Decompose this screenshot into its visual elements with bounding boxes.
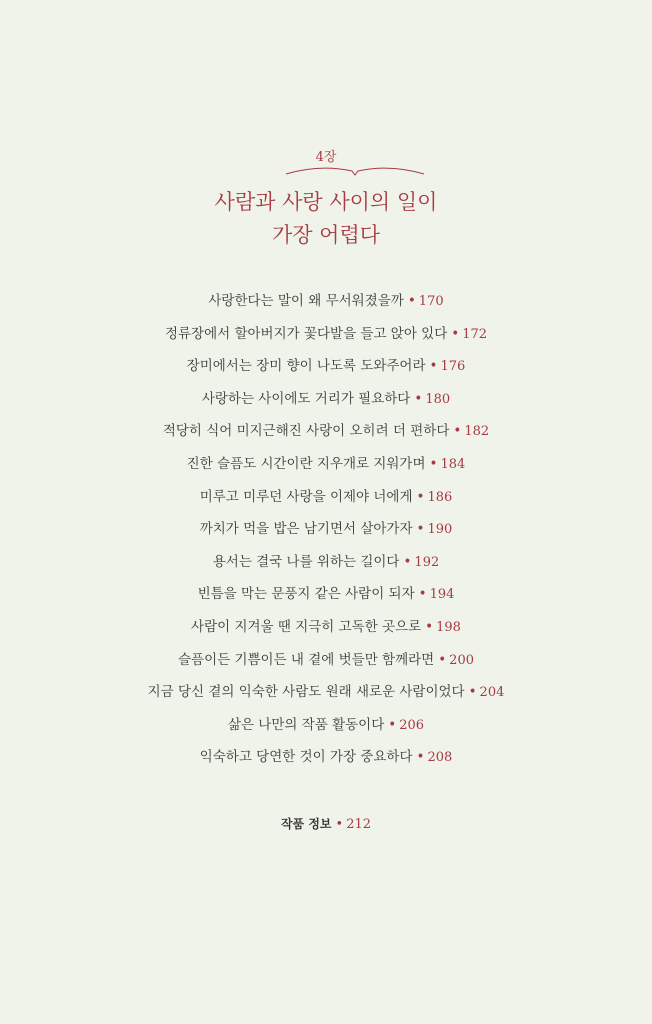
- toc-entry-page: 192: [414, 554, 440, 570]
- separator-dot: •: [418, 586, 427, 603]
- toc-entry-page: 180: [425, 391, 451, 407]
- toc-entry: [0, 350, 652, 383]
- toc-entry: [0, 383, 652, 416]
- toc-entry: [0, 448, 652, 481]
- separator-dot: •: [429, 455, 438, 472]
- chapter-ornament: [284, 162, 426, 176]
- separator-dot: •: [438, 651, 447, 668]
- toc-entry-title: 까치가 먹을 밥은 남기면서 살아가자: [199, 521, 413, 538]
- toc-entry-page: 198: [436, 619, 461, 635]
- toc-entry-page: 186: [427, 489, 453, 505]
- separator-dot: •: [403, 553, 412, 570]
- toc-entry-title: 빈틈을 막는 문풍지 같은 사람이 되자: [197, 586, 415, 603]
- toc-entry-title: 슬픔이든 기쁨이든 내 곁에 벗들만 함께라면: [178, 651, 435, 668]
- separator-dot: •: [451, 325, 460, 342]
- separator-dot: •: [416, 749, 425, 766]
- toc-entry-page: 172: [462, 326, 488, 342]
- toc-entry-page: 206: [399, 717, 425, 733]
- toc-entry-title: 지금 당신 곁의 익숙한 사람도 원래 새로운 사람이었다: [147, 684, 465, 701]
- toc-entry-page: 176: [440, 359, 466, 375]
- toc-entry-title: 사랑하는 사이에도 거리가 필요하다: [201, 390, 411, 407]
- toc-entry: [0, 676, 652, 709]
- toc-entry-title: 진한 슬픔도 시간이란 지우개로 지워가며: [186, 455, 426, 472]
- toc-entry: [0, 644, 652, 677]
- toc-entry-page: 204: [479, 685, 505, 701]
- toc-entry: [0, 741, 652, 774]
- toc-entry-page: 182: [464, 424, 490, 440]
- separator-dot: •: [414, 390, 423, 407]
- toc-entry-title: 사랑한다는 말이 왜 무서워졌을까: [208, 293, 404, 309]
- toc-entry-title: 용서는 결국 나를 위하는 길이다: [212, 553, 400, 570]
- chapter-number: 4장: [315, 150, 337, 165]
- toc-entry-page: 200: [449, 652, 474, 668]
- separator-dot: •: [425, 618, 434, 635]
- toc-entry-page: 208: [427, 750, 453, 766]
- toc-entry: [0, 578, 652, 611]
- toc-entry-page: 184: [440, 456, 466, 472]
- toc-entry: [0, 285, 652, 318]
- toc-entry-title: 작품 정보: [280, 817, 332, 831]
- separator-dot: •: [468, 684, 477, 701]
- toc-entry: [0, 318, 652, 351]
- toc-entry: [0, 709, 652, 742]
- toc-entry-title: 적당히 식어 미지근해진 사랑이 오히려 더 편하다: [162, 423, 450, 440]
- chapter-title-line-2: 가장 어렵다: [271, 223, 381, 247]
- toc-entry: [0, 415, 652, 448]
- chapter-title-line-1: 사람과 사랑 사이의 일이: [214, 190, 438, 214]
- separator-dot: •: [453, 423, 462, 440]
- chapter-title: [0, 186, 652, 252]
- toc-entry: [0, 611, 652, 644]
- separator-dot: •: [416, 488, 425, 505]
- separator-dot: •: [388, 716, 397, 733]
- toc-entry-title: 장미에서는 장미 향이 나도록 도와주어라: [186, 358, 426, 375]
- toc-entry-page: 212: [346, 817, 372, 832]
- toc-entry-work-info: [0, 815, 652, 832]
- toc-entry: [0, 513, 652, 546]
- toc-entry-title: 익숙하고 당연한 것이 가장 중요하다: [199, 749, 413, 766]
- toc-entry: [0, 481, 652, 514]
- toc-entry-title: 미루고 미루던 사랑을 이제야 너에게: [199, 488, 413, 505]
- toc-entry: [0, 546, 652, 579]
- table-of-contents: [0, 285, 652, 774]
- toc-entry-page: 190: [427, 522, 453, 538]
- toc-entry-page: 194: [429, 587, 455, 603]
- separator-dot: •: [407, 293, 416, 309]
- toc-entry-title: 삶은 나만의 작품 활동이다: [227, 716, 385, 733]
- separator-dot: •: [429, 358, 438, 375]
- toc-entry-page: 170: [418, 294, 444, 309]
- toc-entry-title: 정류장에서 할아버지가 꽃다발을 들고 앉아 있다: [164, 325, 448, 342]
- separator-dot: •: [416, 521, 425, 538]
- separator-dot: •: [335, 817, 344, 832]
- toc-entry-title: 사람이 지겨울 땐 지극히 고독한 곳으로: [191, 618, 422, 635]
